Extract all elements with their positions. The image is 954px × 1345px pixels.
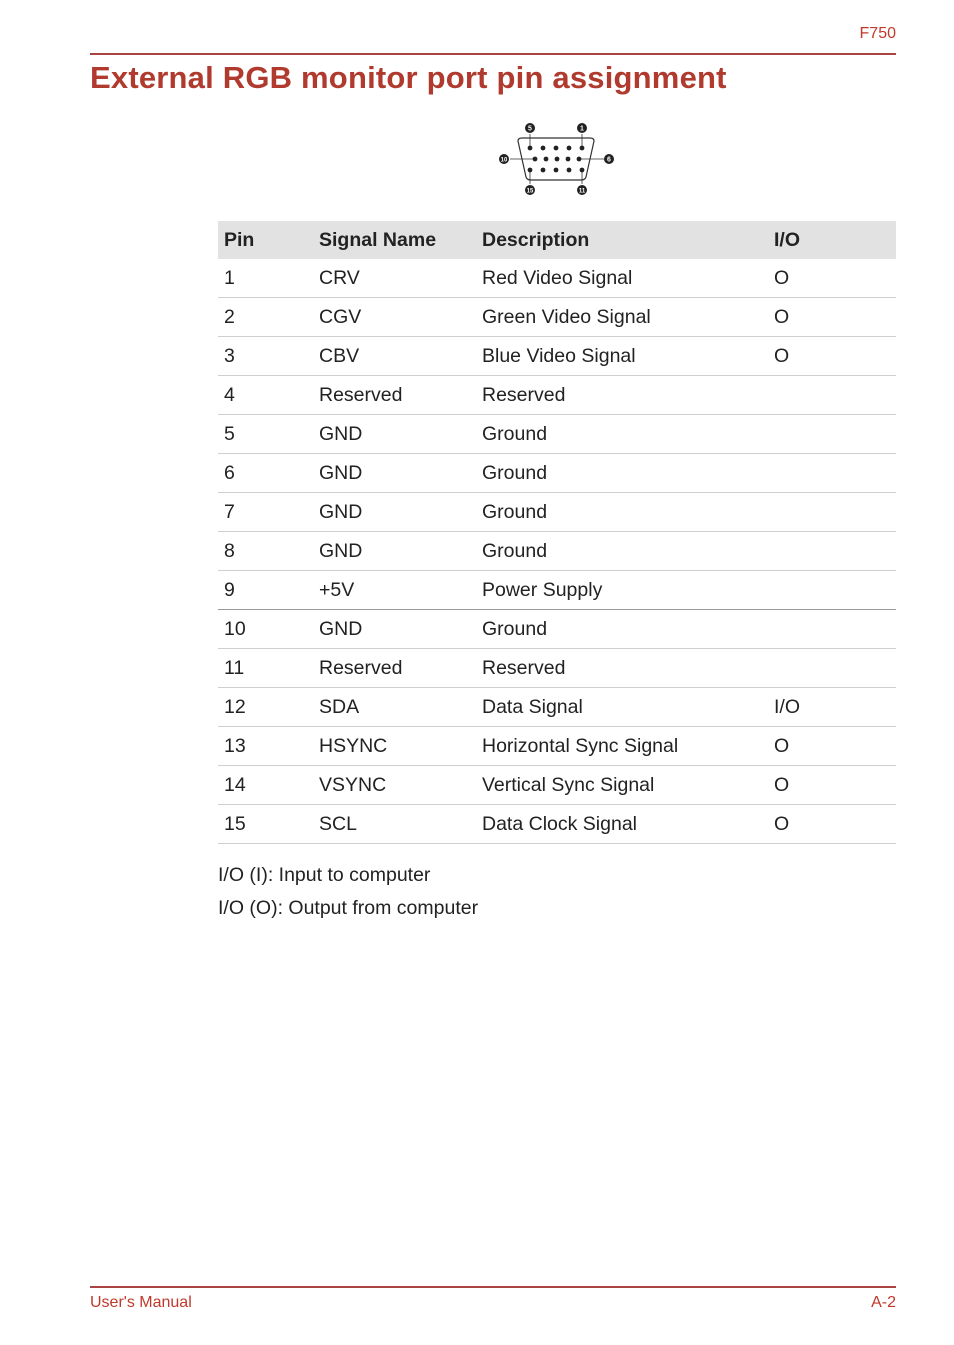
io-notes [218,863,478,929]
cell-pin: 15 [218,805,313,844]
cell-description: Horizontal Sync Signal [476,727,768,766]
pin-marker-label: 1 [580,125,584,133]
cell-signal-name: VSYNC [313,766,476,805]
table-row [218,532,896,571]
cell-io: O [768,727,896,766]
cell-description: Power Supply [476,571,768,610]
table-row [218,493,896,532]
cell-description: Reserved [476,649,768,688]
pin-row-middle [533,157,582,162]
note-output: I/O (O): Output from computer [218,897,479,919]
footer-manual-label: User's Manual [90,1294,192,1311]
cell-io [768,532,896,571]
pin-marker-label: 10 [500,157,508,164]
cell-signal-name: GND [313,415,476,454]
cell-signal-name: CRV [313,259,476,298]
pin-assignment-table [218,221,896,844]
vga-connector-diagram [496,120,616,198]
cell-signal-name: SCL [313,805,476,844]
table-row [218,454,896,493]
cell-pin: 1 [218,259,313,298]
cell-pin: 9 [218,571,313,610]
column-header-pin: Pin [218,221,313,259]
cell-description: Green Video Signal [476,298,768,337]
cell-signal-name: SDA [313,688,476,727]
cell-io: O [768,766,896,805]
cell-io [768,571,896,610]
cell-signal-name: GND [313,532,476,571]
table-row [218,571,896,610]
cell-io: O [768,259,896,298]
cell-io: O [768,337,896,376]
page-title: External RGB monitor port pin assignment [90,60,727,95]
cell-io: O [768,298,896,337]
cell-pin: 6 [218,454,313,493]
cell-io [768,415,896,454]
table-row [218,805,896,844]
cell-io [768,493,896,532]
cell-signal-name: GND [313,493,476,532]
pin-row-bottom [528,168,585,173]
column-header-io: I/O [768,221,896,259]
cell-description: Data Signal [476,688,768,727]
column-header-description: Description [476,221,768,259]
table-row [218,727,896,766]
column-header-signal-name: Signal Name [313,221,476,259]
table-row [218,259,896,298]
table-row [218,337,896,376]
table-row [218,610,896,649]
pin-marker-label: 5 [528,125,532,133]
table-row [218,688,896,727]
cell-signal-name: HSYNC [313,727,476,766]
cell-pin: 13 [218,727,313,766]
footer-page-number: A-2 [871,1294,896,1311]
header-model-label: F750 [859,25,896,42]
pin-marker-label: 15 [526,188,534,195]
table-header-row [218,221,896,259]
pin-marker-label: 11 [578,188,586,195]
cell-description: Ground [476,415,768,454]
cell-pin: 2 [218,298,313,337]
cell-pin: 11 [218,649,313,688]
cell-description: Ground [476,493,768,532]
cell-pin: 14 [218,766,313,805]
cell-signal-name: CGV [313,298,476,337]
table-row [218,415,896,454]
cell-signal-name: GND [313,610,476,649]
pin-row-top [528,146,585,151]
cell-io [768,610,896,649]
cell-io [768,454,896,493]
cell-signal-name: GND [313,454,476,493]
cell-pin: 4 [218,376,313,415]
cell-signal-name: Reserved [313,376,476,415]
header-rule [90,53,896,55]
cell-description: Ground [476,532,768,571]
note-input: I/O (I): Input to computer [218,864,431,886]
table-row [218,298,896,337]
cell-pin: 5 [218,415,313,454]
cell-pin: 10 [218,610,313,649]
table-row [218,376,896,415]
cell-signal-name: +5V [313,571,476,610]
table-row [218,649,896,688]
cell-io [768,376,896,415]
cell-description: Blue Video Signal [476,337,768,376]
cell-pin: 8 [218,532,313,571]
cell-description: Ground [476,454,768,493]
cell-pin: 3 [218,337,313,376]
cell-io: O [768,805,896,844]
pin-marker-label: 6 [607,156,611,164]
cell-description: Ground [476,610,768,649]
cell-description: Red Video Signal [476,259,768,298]
cell-signal-name: CBV [313,337,476,376]
cell-description: Reserved [476,376,768,415]
table-row [218,766,896,805]
cell-pin: 7 [218,493,313,532]
cell-description: Data Clock Signal [476,805,768,844]
cell-description: Vertical Sync Signal [476,766,768,805]
cell-pin: 12 [218,688,313,727]
cell-signal-name: Reserved [313,649,476,688]
footer-rule [90,1286,896,1288]
cell-io [768,649,896,688]
cell-io: I/O [768,688,896,727]
